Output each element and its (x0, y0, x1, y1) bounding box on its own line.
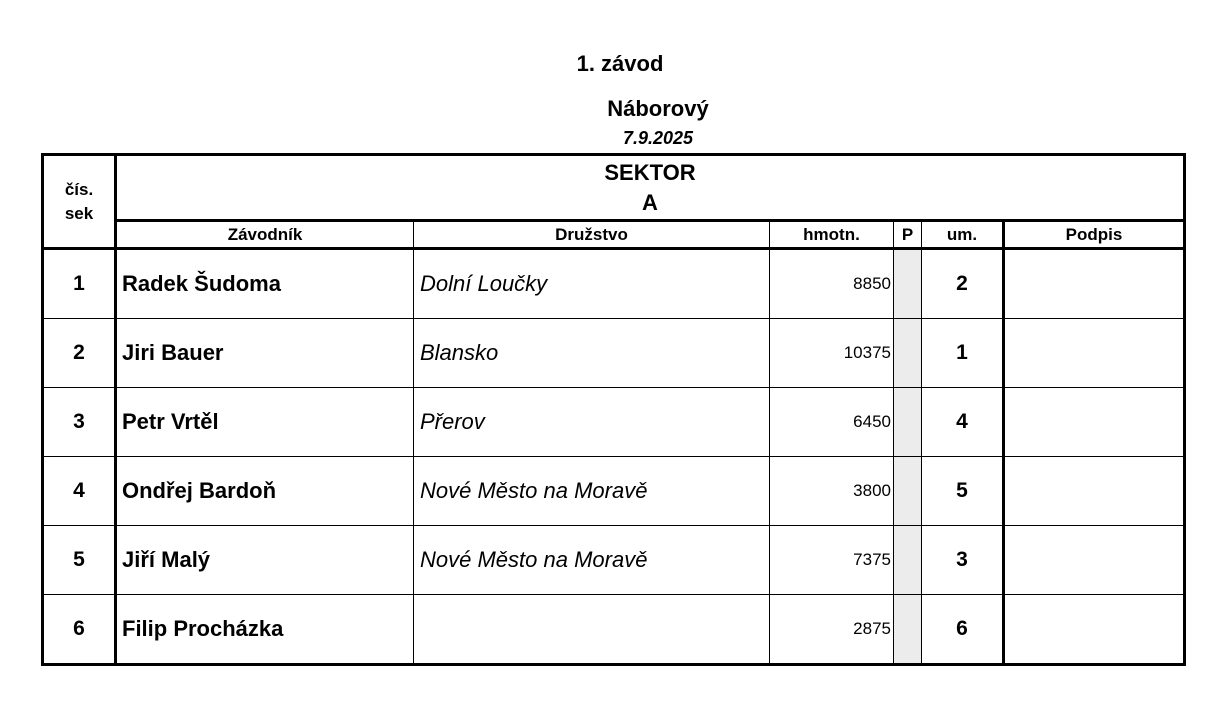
sektor-label: SEKTOR (604, 159, 696, 185)
cell-weight: 6450 (770, 388, 894, 457)
cell-signature (1004, 319, 1185, 388)
cell-team: Blansko (414, 319, 770, 388)
cell-um: 4 (922, 388, 1004, 457)
cell-signature (1004, 388, 1185, 457)
header-p: P (894, 221, 922, 249)
cell-weight: 10375 (770, 319, 894, 388)
header-team: Družstvo (414, 221, 770, 249)
cell-p (894, 595, 922, 665)
race-title: 1. závod (576, 51, 664, 76)
table-row (43, 319, 1185, 388)
header-um: um. (922, 221, 1004, 249)
table-row (43, 526, 1185, 595)
cell-signature (1004, 249, 1185, 319)
cell-cis: 1 (43, 249, 116, 319)
cell-signature (1004, 457, 1185, 526)
cell-weight: 3800 (770, 457, 894, 526)
header-name: Závodník (116, 221, 414, 249)
sektor-header-row (43, 155, 1185, 221)
cell-team: Nové Město na Moravě (414, 457, 770, 526)
table-row (43, 595, 1185, 665)
header-weight: hmotn. (770, 221, 894, 249)
cell-name: Jiri Bauer (116, 319, 414, 388)
cell-um: 1 (922, 319, 1004, 388)
cell-weight: 8850 (770, 249, 894, 319)
cell-p (894, 388, 922, 457)
cell-p (894, 319, 922, 388)
cell-signature (1004, 526, 1185, 595)
header-signature: Podpis (1004, 221, 1185, 249)
cell-cis: 4 (43, 457, 116, 526)
cell-name: Filip Procházka (116, 595, 414, 665)
table-row (43, 388, 1185, 457)
cell-signature (1004, 595, 1185, 665)
race-subtitle: Náborový (607, 96, 709, 121)
results-table (41, 153, 1186, 666)
cell-name: Petr Vrtěl (116, 388, 414, 457)
race-date: 7.9.2025 (622, 128, 694, 148)
cell-cis: 3 (43, 388, 116, 457)
table-row (43, 249, 1185, 319)
cell-name: Jiří Malý (116, 526, 414, 595)
cell-p (894, 526, 922, 595)
cis-header-line1: čís. (64, 179, 94, 199)
cell-p (894, 457, 922, 526)
cell-name: Radek Šudoma (116, 249, 414, 319)
cell-team: Nové Město na Moravě (414, 526, 770, 595)
cell-cis: 6 (43, 595, 116, 665)
cell-um: 3 (922, 526, 1004, 595)
cell-team: Přerov (414, 388, 770, 457)
cis-header-line2: sek (64, 203, 94, 223)
table-row (43, 457, 1185, 526)
cell-um: 5 (922, 457, 1004, 526)
cell-cis: 5 (43, 526, 116, 595)
column-header-row (43, 221, 1185, 249)
cell-weight: 7375 (770, 526, 894, 595)
sektor-header (116, 155, 1185, 221)
cell-p (894, 249, 922, 319)
sektor-value: A (642, 189, 658, 215)
cell-team: Dolní Loučky (414, 249, 770, 319)
cell-um: 6 (922, 595, 1004, 665)
cell-team (414, 595, 770, 665)
cis-sek-header (43, 155, 116, 249)
cell-cis: 2 (43, 319, 116, 388)
cell-weight: 2875 (770, 595, 894, 665)
cell-name: Ondřej Bardoň (116, 457, 414, 526)
cell-um: 2 (922, 249, 1004, 319)
